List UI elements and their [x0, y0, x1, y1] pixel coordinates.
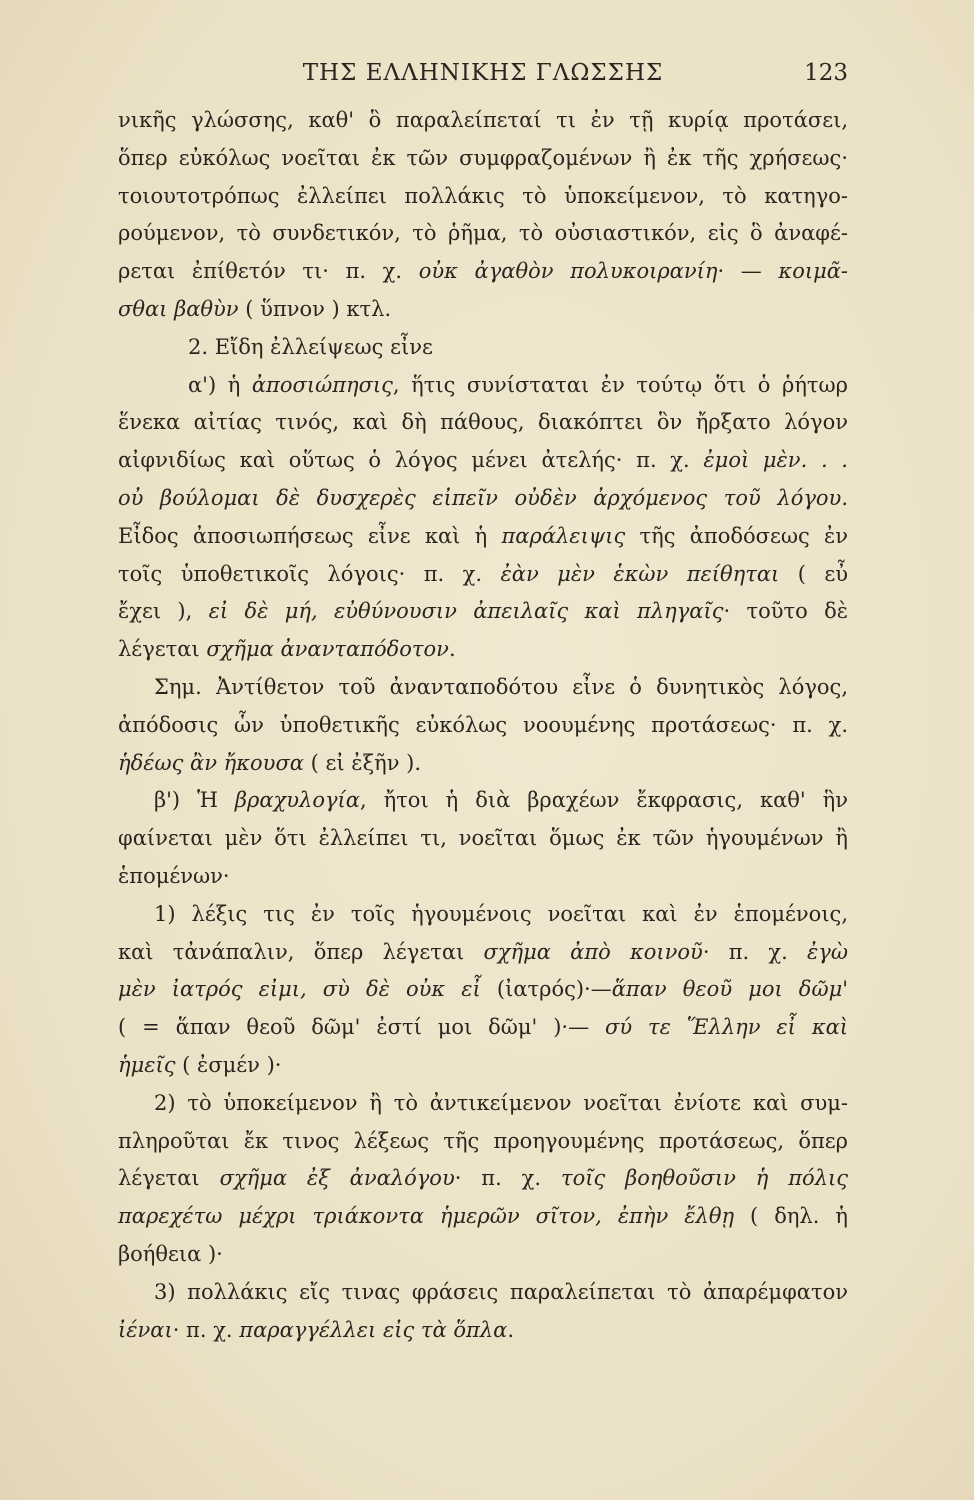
text-line: ( = ἅπαν θεοῦ δῶμ' ἐστί μοι δῶμ' )·— σύ τε Ἕλλην εἶ καὶ [118, 1015, 849, 1040]
text-line: τοῖς ὑποθετικοῖς λόγοις· π. χ. ἐὰν μὲν ἑκὼν πείθηται ( εὖ [118, 561, 848, 586]
text-line: οὐ βούλομαι δὲ δυσχερὲς εἰπεῖν οὐδὲν ἀρχόμενος τοῦ λόγου. [118, 485, 848, 510]
text-line: καὶ τἀνάπαλιν, ὅπερ λέγεται σχῆμα ἀπὸ κοινοῦ· π. χ. ἐγὼ [118, 939, 848, 964]
page-number: 123 [804, 60, 848, 86]
section-heading: 2. Εἴδη ἐλλείψεως εἶνε [188, 334, 433, 359]
text-line: λέγεται σχῆμα ἐξ ἀναλόγου· π. χ. τοῖς βοηθοῦσιν ἡ πόλις [118, 1166, 849, 1191]
body-text [118, 102, 848, 1349]
page-header [118, 60, 848, 96]
text-line: ἰέναι· π. χ. παραγγέλλει εἰς τὰ ὅπλα. [118, 1317, 514, 1342]
text-line: τοιουτοτρόπως ἐλλείπει πολλάκις τὸ ὑποκείμενον, τὸ κατηγο- [118, 183, 848, 208]
text-line: πληροῦται ἔκ τινος λέξεως τῆς προηγουμένης προτάσεως, ὅπερ [118, 1128, 848, 1153]
text-line: παρεχέτω μέχρι τριάκοντα ἡμερῶν σῖτον, ἐπὴν ἔλθῃ ( δηλ. ἡ [118, 1204, 848, 1229]
text-line: νικῆς γλώσσης, καθ' ὃ παραλείπεταί τι ἐν τῇ κυρίᾳ προτάσει, [118, 108, 848, 132]
text-line: λέγεται σχῆμα ἀνανταπόδοτον. [118, 637, 456, 662]
text-line: α') ἡ ἀποσιώπησις, ἥτις συνίσταται ἐν τούτῳ ὅτι ὁ ῥήτωρ [188, 372, 848, 397]
text-line: μὲν ἰατρός εἰμι, σὺ δὲ οὐκ εἶ (ἰατρός)·—ἅπαν θεοῦ μοι δῶμ' [118, 977, 848, 1002]
text-line: ἡμεῖς ( ἐσμέν )· [118, 1052, 282, 1077]
text-line: Εἶδος ἀποσιωπήσεως εἶνε καὶ ἡ παράλειψις τῆς ἀποδόσεως ἐν [118, 523, 848, 548]
text-line: ὅπερ εὐκόλως νοεῖται ἐκ τῶν συμφραζομένων ἢ ἐκ τῆς χρήσεως· [118, 145, 848, 170]
list-item: 2) τὸ ὑποκείμενον ἢ τὸ ἀντικείμενον νοεῖται ἐνίοτε καὶ συμ- [154, 1090, 848, 1115]
text-line: φαίνεται μὲν ὅτι ἐλλείπει τι, νοεῖται ὅμως ἐκ τῶν ἡγουμένων ἢ [118, 826, 848, 851]
section-heading: β') Ἡ βραχυλογία, ἤτοι ἡ διὰ βραχέων ἔκφρασις, καθ' ἣν [154, 788, 849, 813]
note-line: Σημ. Ἀντίθετον τοῦ ἀνανταποδότου εἶνε ὁ δυνητικὸς λόγος, [154, 674, 848, 699]
text-line: ἑπομένων· [118, 863, 230, 888]
text-line: αἰφνιδίως καὶ οὕτως ὁ λόγος μένει ἀτελής· π. χ. ἐμοὶ μὲν. . . [118, 448, 848, 473]
list-item: 1) λέξις τις ἐν τοῖς ἡγουμένοις νοεῖται καὶ ἐν ἑπομένοις, [154, 901, 848, 926]
text-line: ἔχει ), εἰ δὲ μή, εὐθύνουσιν ἀπειλαῖς καὶ πληγαῖς· τοῦτο δὲ [118, 599, 849, 624]
text-line: βοήθεια )· [118, 1241, 223, 1266]
running-title: ΤΗΣ ΕΛΛΗΝΙΚΗΣ ΓΛΩΣΣΗΣ [302, 60, 664, 86]
text-line: ἀπόδοσις ὧν ὑποθετικῆς εὐκόλως νοουμένης προτάσεως· π. χ. [118, 712, 848, 737]
text-line: ρεται ἐπίθετόν τι· π. χ. οὐκ ἀγαθὸν πολυκοιρανίη· — κοιμᾶ- [118, 259, 848, 284]
text-line: ἡδέως ἂν ἤκουσα ( εἰ ἐξῆν ). [118, 750, 422, 775]
text-line: ρούμενον, τὸ συνδετικόν, τὸ ῥῆμα, τὸ οὐσιαστικόν, εἰς ὃ ἀναφέ- [118, 221, 848, 246]
list-item: 3) πολλάκις εἴς τινας φράσεις παραλείπεται τὸ ἀπαρέμφατον [154, 1279, 848, 1304]
text-line: σθαι βαθὺν ( ὕπνον ) κτλ. [118, 296, 392, 321]
text-line: ἕνεκα αἰτίας τινός, καὶ δὴ πάθους, διακόπτει ὃν ἤρξατο λόγον [118, 410, 848, 435]
